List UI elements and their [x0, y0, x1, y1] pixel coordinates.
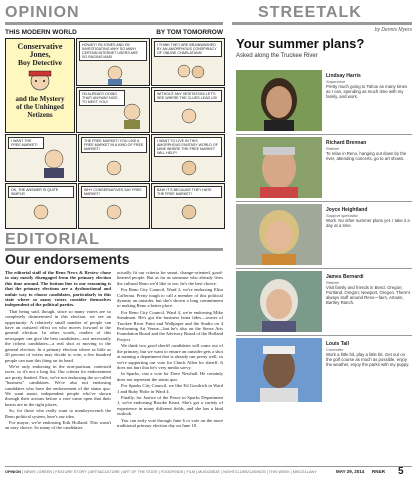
comic-panel-2	[151, 38, 225, 86]
character-illustration	[97, 202, 131, 226]
comic-title-line: of the Unhinged	[16, 103, 64, 111]
speech-bubble: THE FREE MARKET! YOU LIKE A FREE MARKET IN A KIND OF FREE MARKET!	[81, 137, 147, 153]
comic-panel-8	[5, 183, 77, 229]
footer-item[interactable]: THIS WEEK	[268, 470, 290, 474]
editorial-paragraph: You can early vote through June 6 or vote on the more traditional primary election day on June 10.	[117, 417, 223, 428]
speech-bubble: BAH! IT'S BECAUSE THEY HATE THE FREE MARKET!	[154, 186, 222, 198]
editorial-column-2	[117, 270, 223, 470]
speech-bubble: I THINK THEY ARE BRAINWASHED BY AN AMORPHOUS CONSPIRACY OF ONLINE CHARLATANS!	[154, 41, 222, 57]
comic-title-line: and the Mystery	[15, 95, 65, 103]
streetalk-question: Your summer plans?	[236, 36, 365, 51]
comic-title-line: Boy Detective	[18, 58, 62, 67]
divider	[236, 335, 412, 336]
person-job: Controller	[326, 347, 344, 352]
character-illustration	[170, 61, 210, 83]
person-quote: To relax in Reno, hanging out down by the river, attending concerts, go to art shows.	[326, 151, 407, 161]
person-name: Lindsay Harris	[326, 73, 361, 79]
section-editorial: EDITORIAL	[5, 231, 100, 248]
person-3-info	[326, 207, 412, 228]
opinion-rule	[5, 22, 223, 25]
editorial-headline: Our endorsements	[5, 251, 130, 267]
footer-item[interactable]: MUSICBEAT	[198, 470, 220, 474]
editorial-paragraph: We think two good sheriff candidates will come out of the primary, but we want to ensure an outsider gets a shot at running a department that is already run pretty well, so we're supporting our vote for Chuck Allen for sheriff. It does not hurt that he's very media savvy.	[117, 343, 223, 370]
editorial-paragraph: Finally, for Justice of the Peace in Sparks Department 1, we're endorsing Brooke Keast. She's got a variety of experience in many different fields, and she has a kind outlook.	[117, 394, 223, 417]
editorial-paragraph: For Sparks City Council, we like Ed Goodrich in Ward 1 and Ruby Holie in Ward 4.	[117, 383, 223, 394]
footer-item[interactable]: ART OF THE STATE	[122, 470, 158, 474]
comic-panel-5	[5, 134, 77, 182]
editorial-paragraph: That being said, though, since so many voters are so completely disinterested in this election, we see an opportunity: A relatively small number of people can have an outsized effect on who moves forward to the general election. In other words, readers of this newspaper can give the best candidates—not necessarily the richest candidates—a real shot at moving to the general election. In a primary election where as little as 20 percent of voters may decide to vote, a few hundred people can turn this thing on its head.	[5, 308, 111, 363]
person-name: Louis Tall	[326, 341, 349, 347]
person-photo	[236, 204, 322, 265]
editorial-paragraph: We're only endorsing in the non-partisan, contested races, so it's not a long list. Our criteria for endorsement are pretty limited. First, we're not endorsing the so-called "business" candidates. We're also not endorsing candidates who have the endorsement of the status quo. We want smart, independent people who've shown through their actions before a vote came open that their hearts are in the right places.	[5, 363, 111, 407]
footer-item[interactable]: FOODFINDS	[160, 470, 184, 474]
character-illustration	[117, 100, 147, 130]
divider	[236, 201, 412, 202]
comic-panel-7	[151, 134, 225, 182]
footer-item[interactable]: GREEN	[38, 470, 53, 474]
speech-bubble: WHY CONSERVATIVES SAY FREE MARKET!	[81, 186, 147, 198]
person-job: Supervisor	[326, 79, 346, 84]
person-photo	[236, 137, 322, 198]
speech-bubble: I WANT TO LIVE IN THIS AMORPHOUS FANTASY WORLD OF MINE WHERE THE FREE MARKET WILL HELP!	[154, 137, 222, 157]
comic-panel-6	[78, 134, 150, 182]
character-illustration	[24, 202, 58, 226]
editorial-paragraph: In Sparks, cast a vote for Dave Newhall. He certainly does not represent the status quo.	[117, 371, 223, 382]
person-job: Retiree	[326, 280, 339, 285]
editorial-paragraph: For mayor, we're endorsing Erik Holland. This wasn't an easy choice. So many of the candidates	[5, 419, 111, 431]
person-1-info	[326, 73, 412, 99]
character-illustration	[172, 159, 206, 179]
person-quote: Work a little bit, play a little bit. Get out on the golf course as much as possible, enjoy the weather, enjoy the parks with my puppy.	[326, 352, 410, 367]
comic-title-line: Netizens	[27, 111, 53, 119]
person-job: Support specialist	[326, 213, 358, 218]
speech-bubble: HOWDY! I'M JONES AND I'M INVESTIGATING WHY SO MANY CERTAIN INTERNET USERS ARE SO RAGING MAD!	[79, 41, 147, 61]
speech-bubble: OK, THE ANSWER IS QUITE SIMPLE!	[8, 186, 74, 198]
editorial-paragraph: For Reno City Council, Ward 2, we're endorsing Elisa Cafferata. Pretty tough to call a member of this political dynasty an outsider, but she's shown a long commitment to making Reno a better place.	[117, 287, 223, 309]
character-illustration	[174, 106, 204, 130]
person-photo	[236, 70, 322, 131]
footer-rule	[5, 466, 412, 467]
footer-item[interactable]: ARTS&CULTURE	[89, 470, 120, 474]
person-job: Retiree	[326, 146, 339, 151]
character-illustration	[97, 63, 133, 83]
person-2-info	[326, 140, 412, 161]
character-illustration	[97, 159, 131, 179]
page-number: 5	[398, 466, 404, 477]
comic-title-line: Jones,	[29, 50, 51, 59]
editorial-column-1	[5, 270, 111, 470]
comic-title-panel	[5, 38, 75, 133]
person-name: Joyce Heightland	[326, 207, 368, 213]
comic-strip	[5, 29, 223, 229]
footer-item[interactable]: NIGHTCLUBS/CASINOS	[223, 470, 266, 474]
divider	[236, 134, 412, 135]
footer-item[interactable]: FEATURE STORY	[55, 470, 87, 474]
editorial-paragraph: The editorial staff of the Reno News & Review chose to stay mostly disengaged from the primary election this time around. The bottom line to our reasoning is that the primary elections are a dysfunctional and unfair way to choose candidates, particularly in this state where so many voters consider themselves independent of the political parties.	[5, 270, 111, 308]
footer-item[interactable]: FILM	[186, 470, 196, 474]
person-name: Richard Brennan	[326, 140, 367, 146]
speech-bubble: I WANT THE FREE MARKET!	[8, 137, 44, 149]
comic-author: BY TOM TOMORROW	[156, 29, 223, 36]
editorial-paragraph: For Reno City Council, Ward 4, we're endorsing Mike Steadman. He's got the business bona fides—owner of Truckee River Paint and Wallpaper and the Studio on 4 Performing Art Venue—but he's also on the Sierra Arts Foundation Board and the Advisory Board of the Holland Project.	[117, 309, 223, 342]
person-name: James Bernardi	[326, 274, 364, 280]
character-illustration	[36, 147, 74, 179]
person-photo	[236, 338, 322, 402]
footer-nav: OPINION | NEWS | GREEN | FEATURE STORY | ARTS&CULTURE | ART OF THE STATE | FOODFINDS | FILM | MUSICBEAT | NIGHTCLUBS/CASINOS | THIS WEEK | MISCELLANY	[5, 470, 317, 474]
person-quote: Visit family and friends in Bend, Oregon; Portland, Oregon; Newport, Oregon. There's always stuff around Reno—fairs, Artown, Bartley Ranch.	[326, 285, 411, 305]
footer-rnr: RN&R	[372, 469, 385, 474]
comic-panel-9	[78, 183, 150, 229]
editorial-paragraph: So, for those who really want to monkeywrench the Reno political system, here's our idea.	[5, 408, 111, 419]
person-quote: Pretty much going to Tahoe as many times as I can, spending as much time with my family, and work.	[326, 84, 408, 99]
person-photo	[236, 271, 322, 332]
footer-date: MAY 29, 2014	[336, 469, 365, 474]
streetalk-location: Asked along the Truckee River	[236, 53, 318, 59]
detective-illustration	[16, 69, 64, 93]
footer-item[interactable]: MISCELLANY	[292, 470, 317, 474]
divider	[236, 268, 412, 269]
footer-item[interactable]: NEWS	[24, 470, 36, 474]
comic-panel-4	[151, 87, 225, 133]
section-streetalk: STREETALK	[258, 4, 362, 21]
editorial-paragraph: actually fit our criteria for smart, change-oriented, good-hearted people. But as far as someone who already lives the cultural Reno we'd like to see, he's the best choice.	[117, 270, 223, 286]
comic-panel-3	[76, 87, 150, 133]
speech-bubble: WITHOUT ANY HESITATION! LET'S SEE WHERE THE CLUES LEAD US!	[154, 90, 222, 102]
comic-panel-1	[76, 38, 150, 86]
section-opinion: OPINION	[5, 4, 80, 21]
comic-panel-10	[151, 183, 225, 229]
speech-bubble: I'M ALREADY DOING THAT! ANYWAY NICE TO MEET YOU!	[79, 90, 125, 106]
person-quote: Work. No other summer plans yet. I take it a day at a time.	[326, 218, 410, 228]
character-illustration	[172, 202, 206, 226]
footer-item[interactable]: OPINION	[5, 470, 22, 474]
streetalk-rule	[232, 22, 412, 25]
person-5-info	[326, 341, 412, 367]
person-4-info	[326, 274, 412, 305]
streetalk-byline: by Dennis Myers	[374, 27, 412, 33]
comic-strip-title: THIS MODERN WORLD	[5, 29, 77, 36]
comic-title-line: Conservative	[17, 42, 63, 51]
